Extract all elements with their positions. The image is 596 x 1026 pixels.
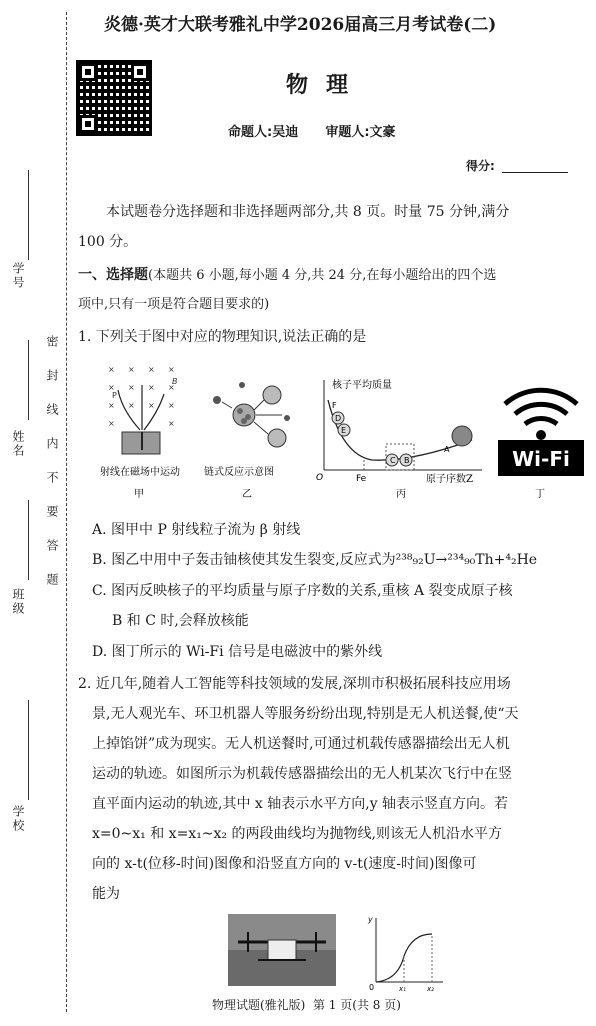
- section1-line1: [78, 260, 496, 291]
- wifi-icon: [498, 390, 584, 476]
- svg-text:×: ×: [108, 365, 115, 374]
- student-id-label: 学号: [11, 262, 25, 290]
- q2-line-6: x=0~x₁ 和 x=x₁~x₂ 的两段曲线均为抛物线,则该无人机沿水平方: [92, 826, 502, 842]
- qr-code: [76, 60, 152, 136]
- svg-text:×: ×: [128, 401, 135, 410]
- trajectory-graph: [367, 915, 443, 992]
- graph-y-label: y: [368, 915, 373, 924]
- svg-text:×: ×: [168, 383, 175, 392]
- label-jia: 甲: [134, 489, 144, 500]
- intro-line-1: 本试题卷分选择题和非选择题两部分,共 8 页。时量 75 分钟,满分: [106, 204, 510, 220]
- q2-line-3: 上掉馅饼”成为现实。无人机送餐时,可通过机载传感器描绘出无人机: [92, 736, 510, 752]
- node-C: C: [390, 456, 396, 465]
- label-yi: 乙: [242, 489, 252, 500]
- q1-option-c-2: B 和 C 时,会释放核能: [112, 613, 249, 629]
- q1-option-d: D. 图丁所示的 Wi-Fi 信号是电磁波中的紫外线: [92, 644, 383, 660]
- node-E: E: [341, 426, 347, 435]
- figure-jia: [108, 365, 178, 454]
- q1-option-b: B. 图乙中用中子轰击铀核使其发生裂变,反应式为²³⁸₉₂U→²³⁴₉₀Th+⁴₂He: [92, 552, 538, 568]
- node-D: D: [335, 414, 342, 423]
- drone-photo: [228, 914, 336, 986]
- q2-line-5: 直平面内运动的轨迹,其中 x 轴表示水平方向,y 轴表示竖直方向。若: [92, 796, 509, 812]
- binding-dashed-line: [66, 12, 67, 1012]
- name-blank: [28, 340, 29, 420]
- class-label: 班级: [11, 588, 25, 616]
- authors: 命题人:吴迪 审题人:文豪: [228, 125, 396, 140]
- caption-jia: 射线在磁场中运动: [100, 467, 180, 478]
- section1-title: 一、选择题: [78, 267, 148, 283]
- svg-text:×: ×: [168, 419, 175, 428]
- name-label: 姓名: [11, 430, 25, 458]
- q1-option-c-1: C. 图丙反映核子的平均质量与原子序数的关系,重核 A 裂变成原子核: [92, 583, 513, 599]
- page-footer: 物理试题(雅礼版) 第 1 页(共 8 页): [212, 998, 401, 1012]
- class-blank: [28, 500, 29, 580]
- figure-bing: [316, 380, 482, 484]
- label-P: P: [112, 391, 117, 400]
- intro-line-2: 100 分。: [78, 234, 138, 250]
- q2-line-4: 运动的轨迹。如图所示为机载传感器描绘出的无人机某次飞行中在竖: [92, 766, 512, 782]
- svg-text:×: ×: [128, 365, 135, 374]
- svg-text:×: ×: [128, 383, 135, 392]
- caption-yi: 链式反应示意图: [204, 467, 274, 478]
- q1-option-a: A. 图甲中 P 射线粒子流为 β 射线: [92, 522, 301, 538]
- label-bing: 丙: [396, 489, 406, 500]
- node-F: F: [332, 401, 337, 410]
- svg-text:×: ×: [168, 365, 175, 374]
- caption-bing-x: 原子序数Z: [426, 474, 473, 485]
- exam-title: 炎德·英才大联考雅礼中学2026届高三月考试卷(二): [104, 15, 497, 35]
- student-id-blank: [28, 170, 29, 260]
- graph-origin: 0: [369, 983, 375, 992]
- q2-line-2: 景,无人观光车、环卫机器人等服务纷纷出现,特别是无人机送餐,使“天: [92, 706, 519, 722]
- q2-line-1: 2. 近几年,随着人工智能等科技领域的发展,深圳市积极拓展科技应用场: [78, 676, 511, 692]
- figure-yi: [213, 382, 290, 447]
- score-blank: [502, 172, 568, 173]
- svg-text:×: ×: [108, 401, 115, 410]
- q1-stem: 1. 下列关于图中对应的物理知识,说法正确的是: [78, 329, 367, 345]
- label-ding: 丁: [535, 489, 545, 500]
- graph-x2: x₂: [427, 985, 434, 992]
- graph-x1: x₁: [399, 985, 406, 992]
- svg-text:×: ×: [168, 401, 175, 410]
- subject-title: 物理: [286, 73, 367, 98]
- svg-text:×: ×: [148, 401, 155, 410]
- section1-desc-2: 项中,只有一项是符合题目要求的): [78, 297, 270, 312]
- q1-figures: [92, 360, 596, 502]
- q2-line-7: 向的 x-t(位移-时间)图像和沿竖直方向的 v-t(速度-时间)图像可: [92, 856, 477, 872]
- tick-Fe: Fe: [356, 474, 367, 484]
- school-label: 学校: [11, 805, 25, 833]
- origin-O: O: [316, 473, 324, 483]
- svg-text:×: ×: [148, 383, 155, 392]
- svg-text:×: ×: [148, 365, 155, 374]
- q2-line-8: 能为: [92, 886, 120, 902]
- caption-bing-y: 核子平均质量: [332, 380, 392, 391]
- node-B: B: [404, 456, 410, 465]
- label-B-field: B: [172, 377, 178, 386]
- wifi-text: Wi-Fi: [512, 447, 570, 471]
- school-blank: [28, 700, 29, 800]
- section1-desc-1: (本题共 6 小题,每小题 4 分,共 24 分,在每小题给出的四个选: [148, 268, 497, 283]
- node-A: A: [444, 445, 450, 454]
- svg-text:×: ×: [108, 383, 115, 392]
- score-label: 得分:: [466, 159, 495, 173]
- q2-figures: [228, 912, 448, 992]
- svg-text:×: ×: [108, 419, 115, 428]
- seal-warning: 密封线内不要答题: [45, 335, 59, 607]
